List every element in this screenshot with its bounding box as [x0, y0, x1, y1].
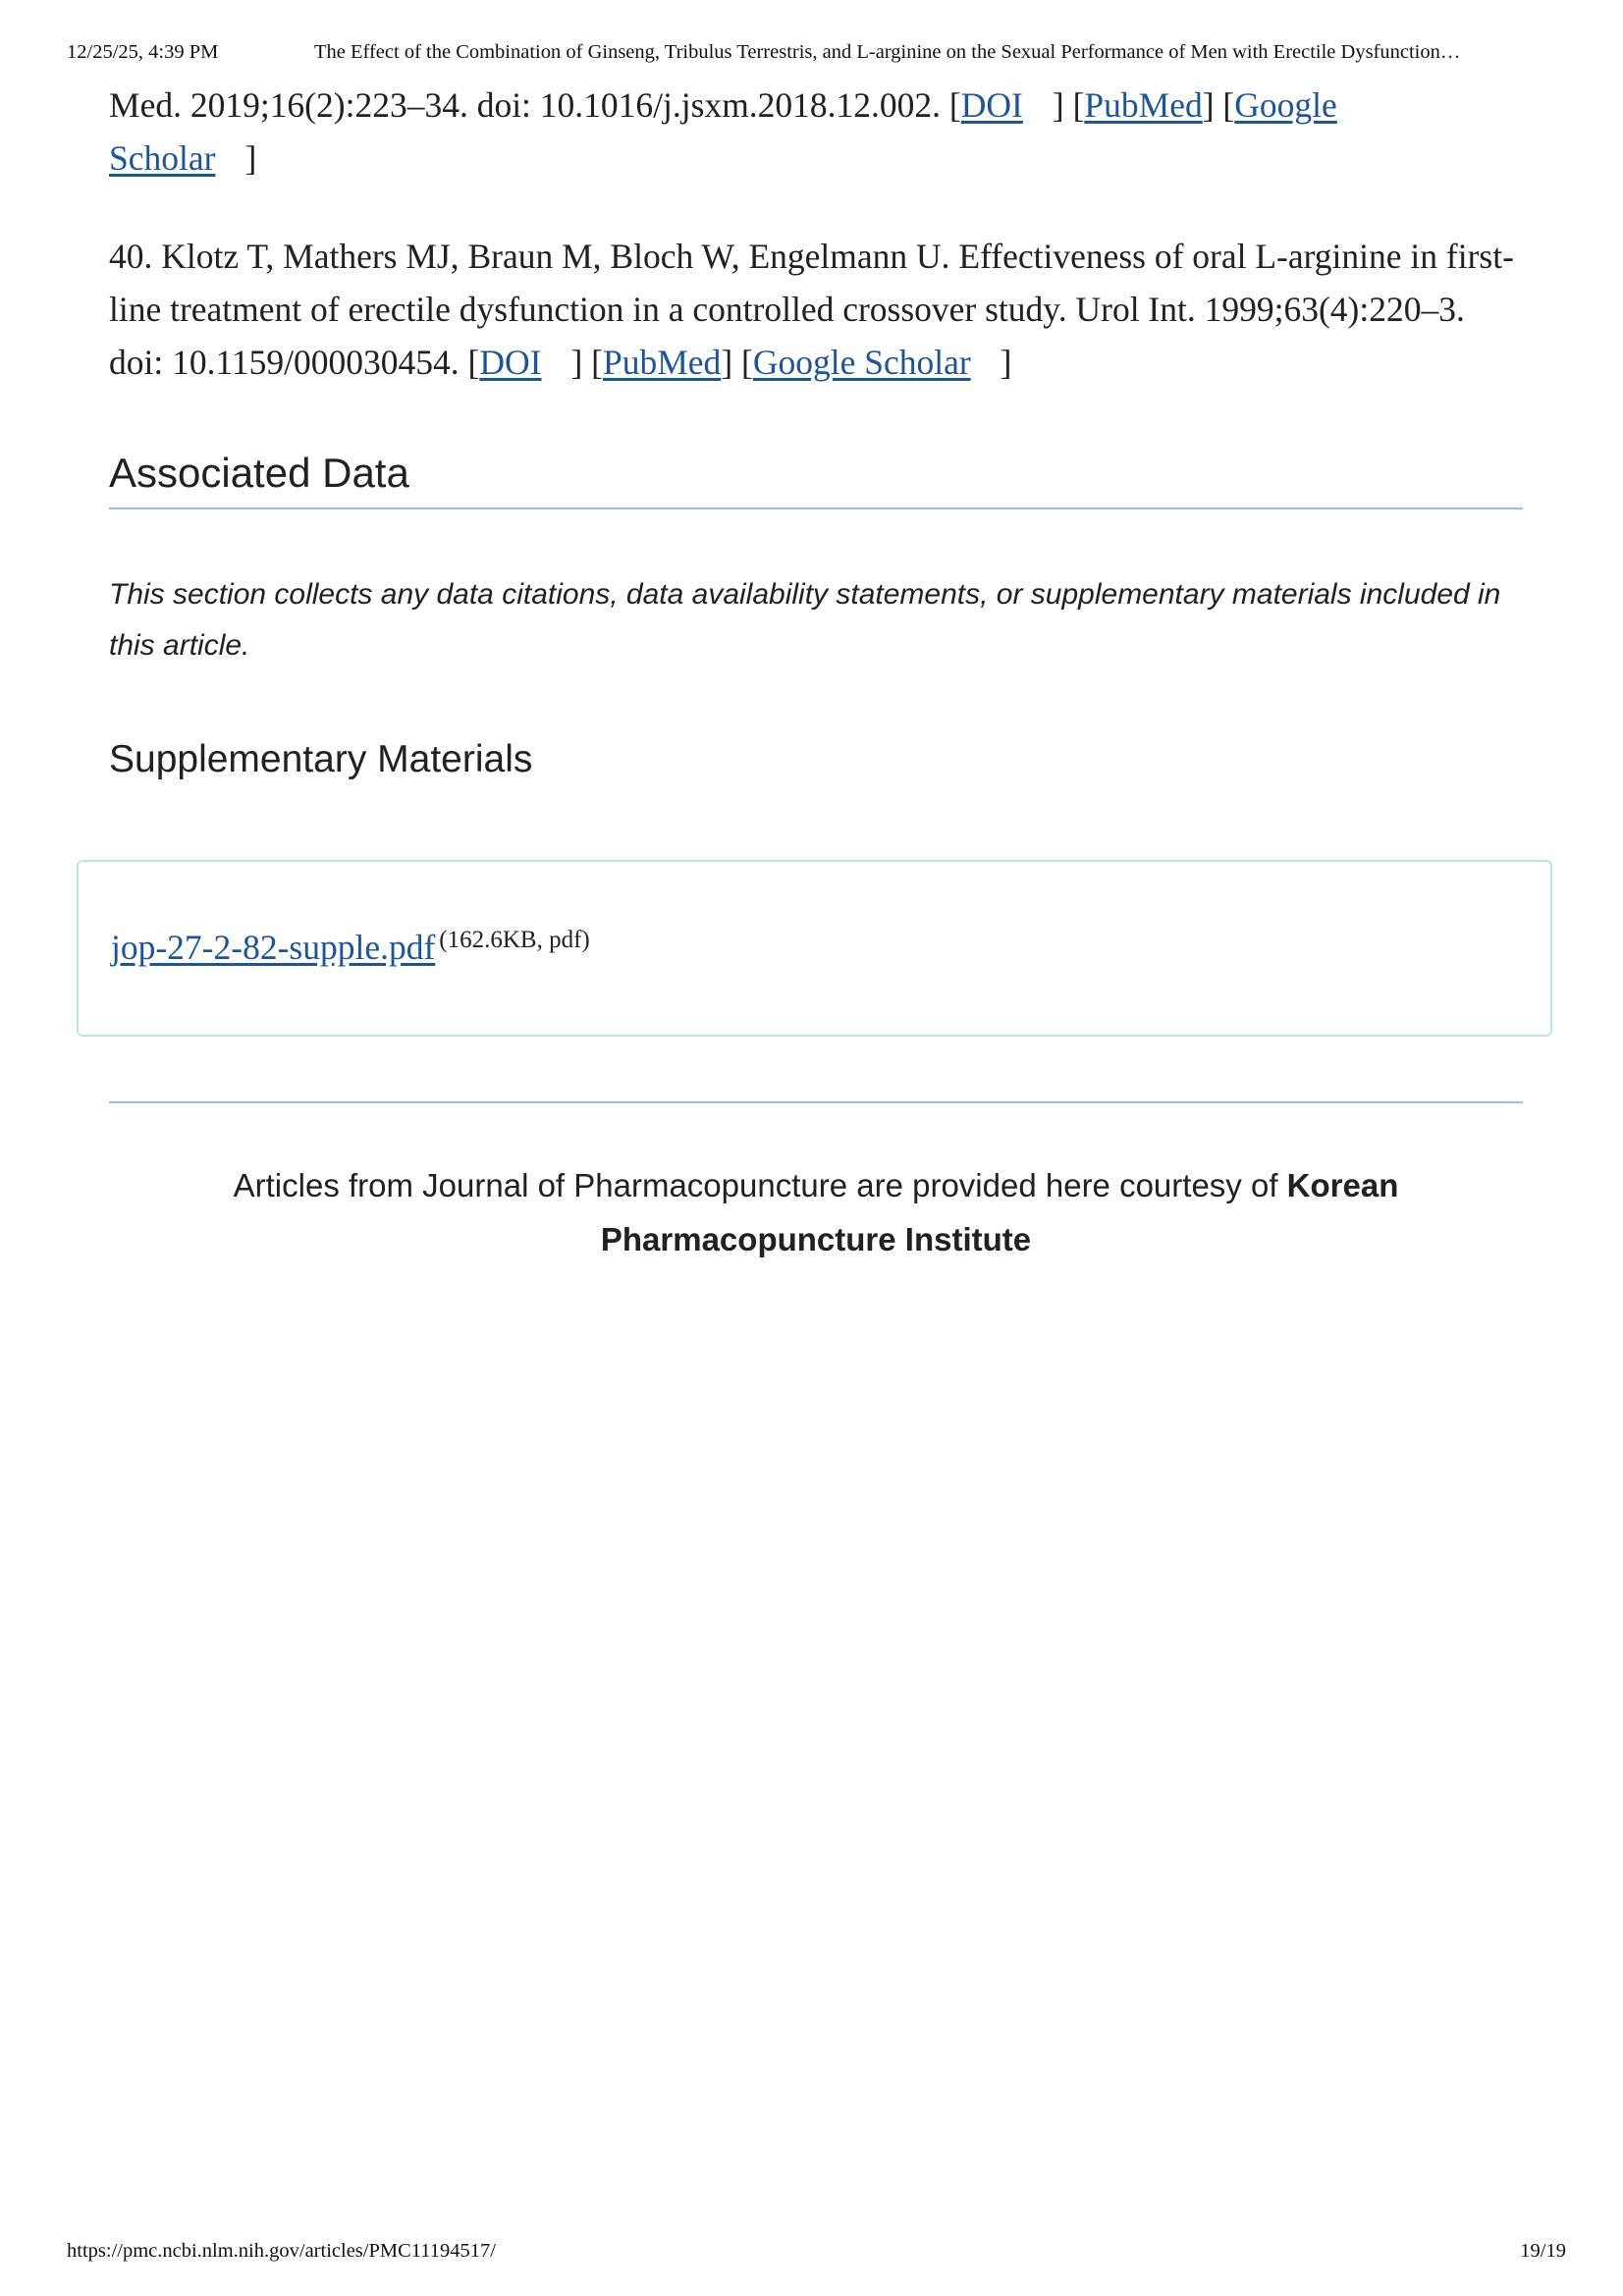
- supplementary-file: [111, 927, 590, 968]
- reference-40-text: 40. Klotz T, Mathers MJ, Braun M, Bloch W, Engelmann U. Effectiveness of oral L-arginine in first-line treatment of erectile dysfunction in a controlled crossover study. Urol Int. 1999;63(4):220–3. doi: 10.1159/000030454. [: [109, 237, 1514, 382]
- article-content: [109, 79, 1523, 1257]
- reference-39-pubmed-link[interactable]: PubMed: [1084, 85, 1203, 125]
- reference-39-doi-link[interactable]: DOI: [960, 85, 1023, 125]
- courtesy-statement: [109, 1158, 1523, 1266]
- end-divider: [109, 1101, 1523, 1103]
- associated-data-heading: Associated Data: [109, 450, 409, 496]
- print-header: [67, 41, 1564, 71]
- publisher-name: Korean Pharmacopuncture Institute: [600, 1167, 1399, 1257]
- courtesy-prefix: Articles from Journal of Pharmacopuncture are provided here courtesy of: [233, 1167, 1287, 1203]
- associated-data-description: This section collects any data citations, data availability statements, or supplementary materials included in this article.: [109, 578, 1501, 662]
- reference-39-scholar-part1: Google: [1234, 85, 1337, 125]
- print-url: https://pmc.ncbi.nlm.nih.gov/articles/PMC11194517/: [67, 2240, 496, 2262]
- reference-39-scholar-part2: Scholar: [109, 138, 216, 178]
- reference-40-scholar-link[interactable]: Google Scholar: [752, 343, 971, 382]
- reference-40-pubmed-link[interactable]: PubMed: [602, 343, 722, 382]
- reference-40: 40. Klotz T, Mathers MJ, Braun M, Bloch W, Engelmann U. Effectiveness of oral L-arginine in first-line treatment of erectile dysfunction in a controlled crossover study. Urol Int. 1999;63(4):220–3. doi: 10.1159/000030454. [DOI ] [PubMed] [Google Scholar ]: [109, 237, 1514, 382]
- reference-40-doi-link[interactable]: DOI: [479, 343, 542, 382]
- print-datetime: 12/25/25, 4:39 PM: [67, 41, 219, 63]
- print-page-number: 19/19: [1520, 2240, 1566, 2262]
- reference-39-text: Med. 2019;16(2):223–34. doi: 10.1016/j.jsxm.2018.12.002. [: [109, 85, 961, 125]
- reference-39: Med. 2019;16(2):223–34. doi: 10.1016/j.jsxm.2018.12.002. [DOI ] [PubMed] [Google Scholar ]: [109, 85, 1337, 178]
- supplementary-materials-heading: Supplementary Materials: [109, 738, 533, 780]
- section-divider: [109, 507, 1523, 509]
- supplementary-file-meta: (162.6KB, pdf): [439, 927, 590, 953]
- supplementary-file-link[interactable]: jop-27-2-82-supple.pdf: [111, 928, 436, 967]
- supplementary-file-box: [77, 860, 1552, 1037]
- print-document-title: The Effect of the Combination of Ginseng, Tribulus Terrestris, and L-arginine on the Sexual Performance of Men with Erectile Dysfunction…: [314, 41, 1461, 63]
